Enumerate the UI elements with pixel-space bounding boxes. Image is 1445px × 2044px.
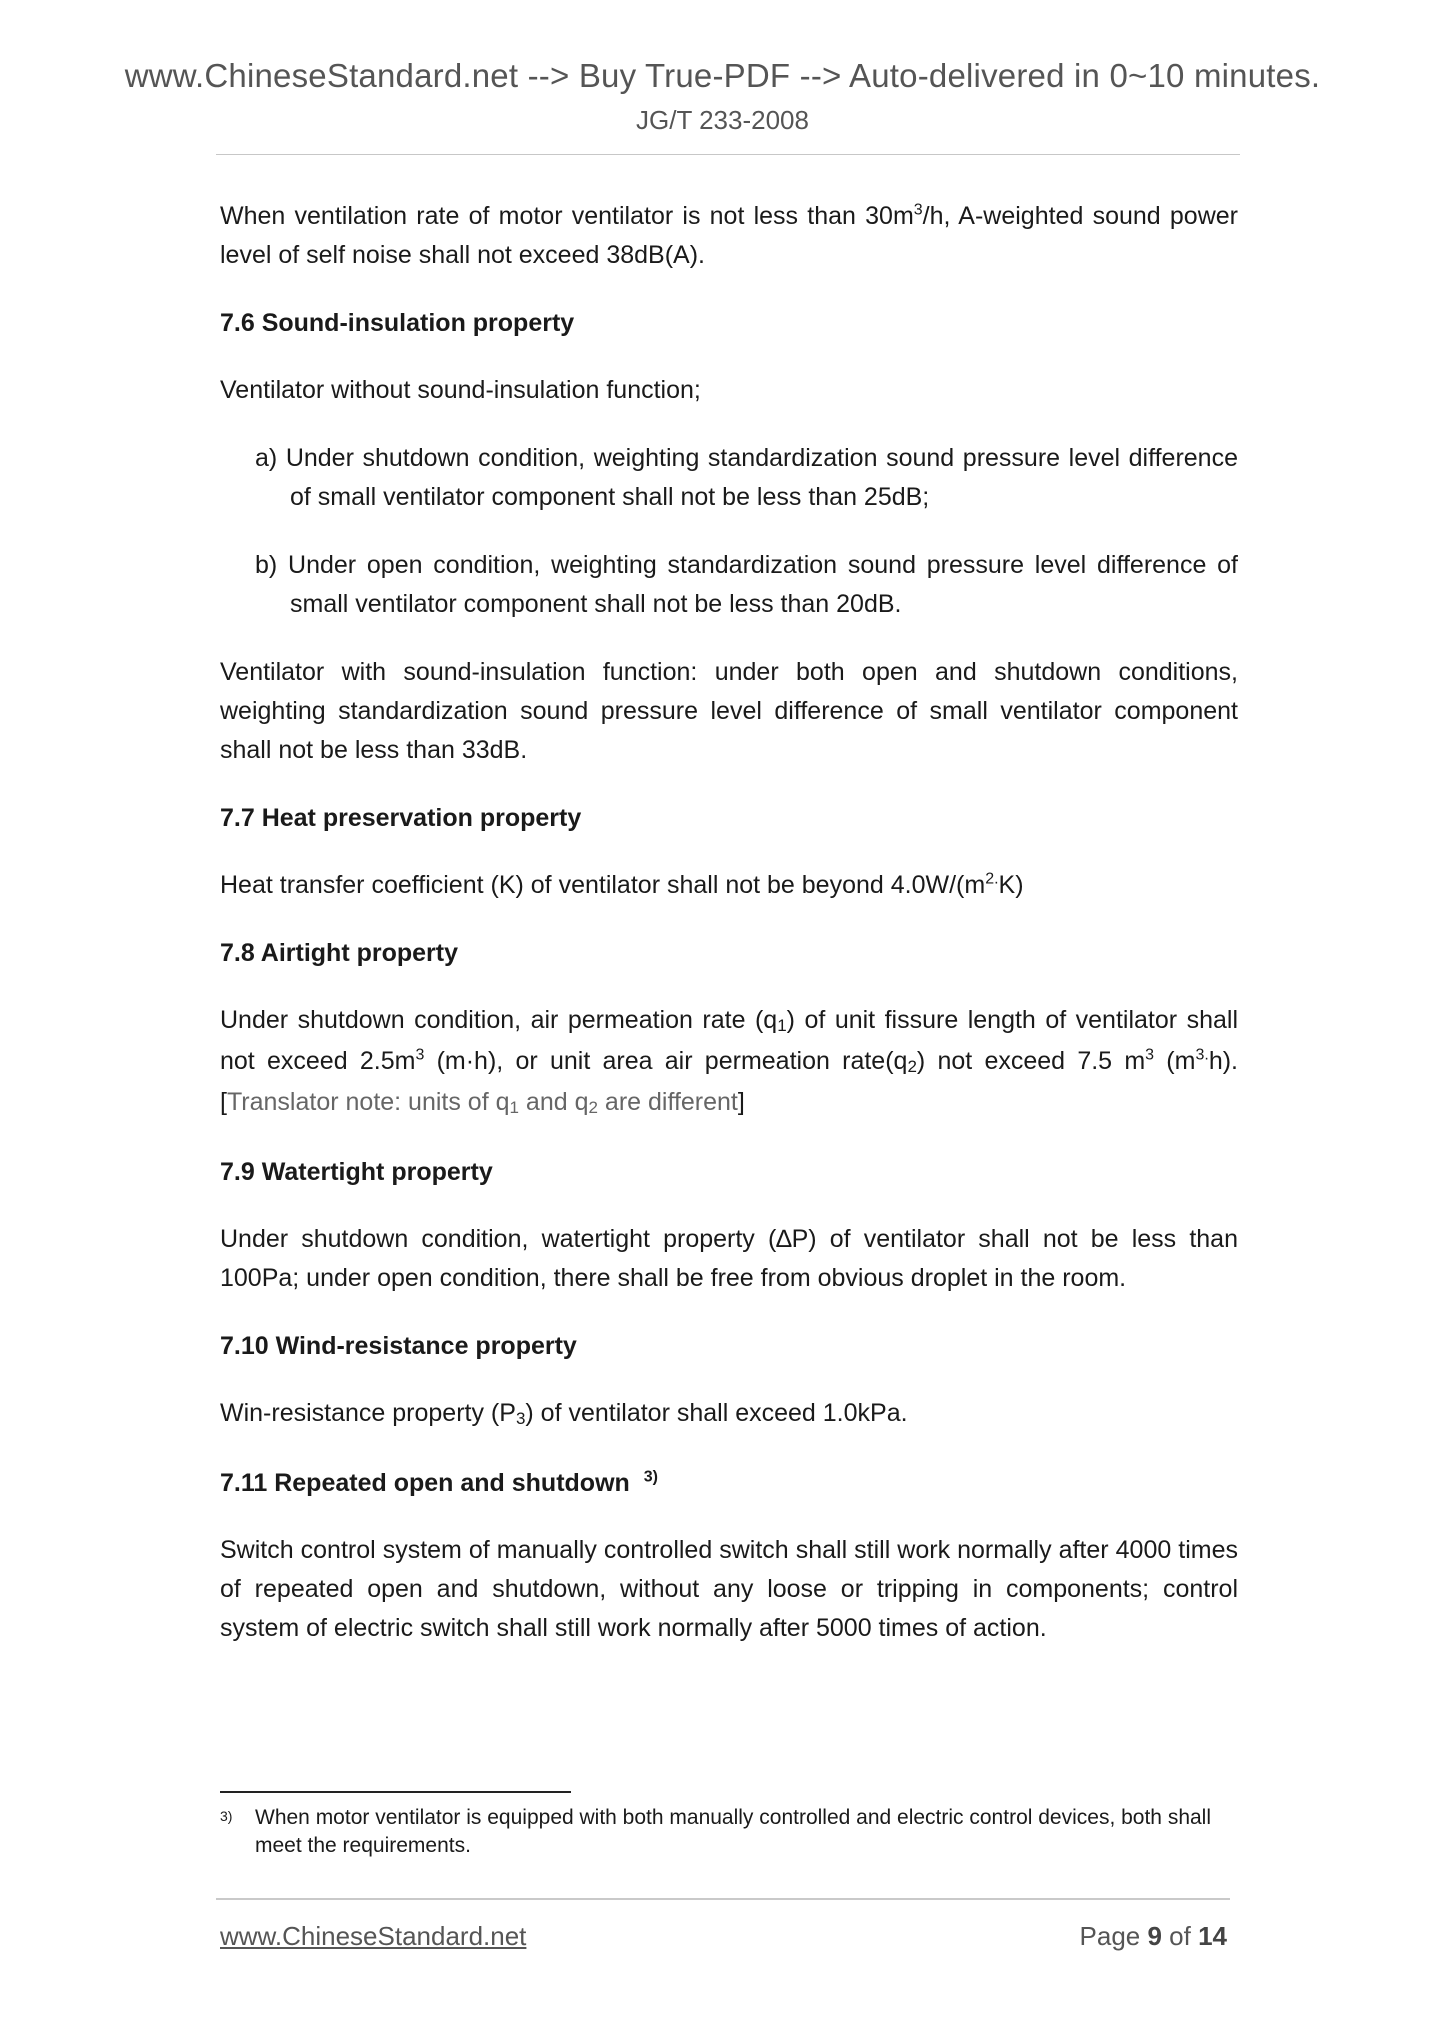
footnote-text: When motor ventilator is equipped with both manually controlled and electric control devices, both shall meet the requirements. — [255, 1806, 1212, 1857]
footnote-divider — [220, 1791, 571, 1793]
footer-site-link[interactable]: www.ChineseStandard.net — [220, 1921, 527, 1951]
section-7-7-heading: 7.7 Heat preservation property — [220, 804, 582, 832]
section-7-7-paragraph: Heat transfer coefficient (K) of ventilator shall not be beyond $4.0W/(m^{2.}K)$ — [220, 870, 1024, 899]
standard-code: JG/T 233-2008 — [636, 105, 809, 135]
translator-note: Translator note: units of q1 and q2 are different — [226, 1088, 738, 1117]
section-7-11-heading: 7.11 Repeated open and shutdown $^{3)}$ — [220, 1468, 658, 1497]
footer-divider — [216, 1898, 1230, 1900]
page-indicator: Page 9 of 14 — [1079, 1921, 1227, 1951]
footnote — [220, 1804, 1238, 1860]
section-7-11-paragraph: Switch control system of manually controlled switch shall still work normally after 4000 times of repeated open and shutdown, without any loose or tripping in components; control system of electric switch shall still work normally after 5000 times of action. — [220, 1536, 1238, 1642]
section-7-6-heading: 7.6 Sound-insulation property — [220, 309, 575, 337]
footnote-mark: 3) — [220, 1808, 233, 1824]
intro-paragraph: When ventilation rate of motor ventilator is not less than $30m^3/h$, A-weighted sound power level of self noise shall not exceed 38dB(A). — [220, 201, 1238, 269]
footnote-reference[interactable]: 3) — [643, 1468, 658, 1486]
document-body — [220, 197, 1238, 1648]
list-item-b: b) Under open condition, weighting standardization sound pressure level difference of small ventilator component shall not be less than 20dB. — [255, 551, 1238, 618]
section-7-9-heading: 7.9 Watertight property — [220, 1158, 493, 1186]
section-7-8-paragraph: Under shutdown condition, air permeation rate (q1) of unit fissure length of ventilator shall not exceed $2.5m^3$ (m·h), or unit area air permeation rate(q2) not exceed 7.5 $m^3$ $(m^{3.}h)$. [Translator note: units of q1 and q2 are different] — [220, 1006, 1238, 1117]
section-7-9-paragraph: Under shutdown condition, watertight property (∆P) of ventilator shall not be less than 100Pa; under open condition, there shall be free from obvious droplet in the room. — [220, 1225, 1238, 1292]
header-divider — [216, 154, 1240, 155]
header-banner[interactable]: www.ChineseStandard.net --> Buy True-PDF --> Auto-delivered in 0~10 minutes. — [124, 57, 1321, 94]
section-7-6-lead: Ventilator without sound-insulation function; — [220, 376, 701, 404]
section-7-6-paragraph: Ventilator with sound-insulation function: under both open and shutdown conditions, weighting standardization sound pressure level difference of small ventilator component shall not be less than 33dB. — [220, 658, 1238, 764]
section-7-10-paragraph: Win-resistance property (P3) of ventilator shall exceed 1.0kPa. — [220, 1399, 908, 1428]
section-7-10-heading: 7.10 Wind-resistance property — [220, 1332, 577, 1360]
list-item-a: a) Under shutdown condition, weighting standardization sound pressure level difference of small ventilator component shall not be less than 25dB; — [255, 444, 1238, 511]
section-7-8-heading: 7.8 Airtight property — [220, 939, 458, 967]
